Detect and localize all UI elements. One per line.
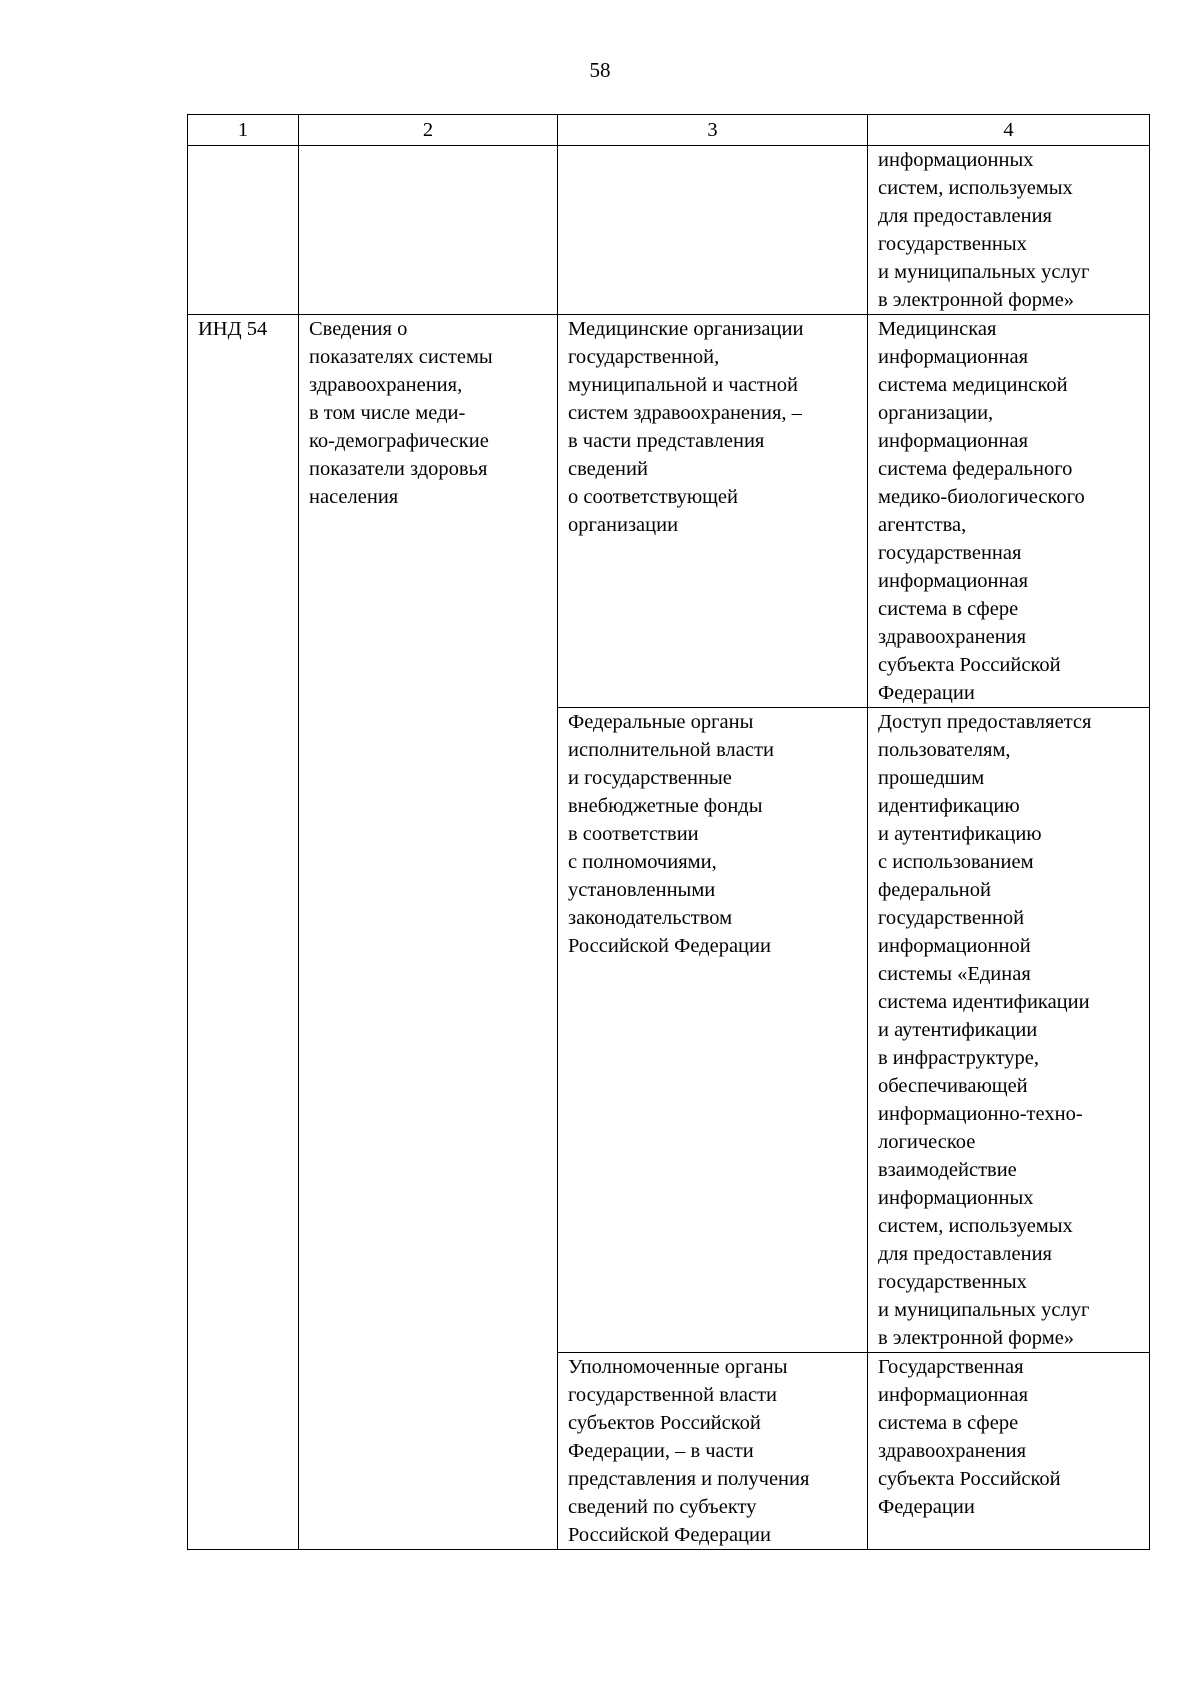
empty-cell: [558, 146, 868, 315]
recipients-cell: Уполномоченные органы государственной власти субъектов Российской Федерации, – в части представления и получения сведений по субъекту Российской Федерации: [558, 1353, 868, 1550]
header-cell-3: 3: [558, 115, 868, 146]
indicator-code: ИНД 54: [188, 315, 299, 1550]
page-number: 58: [589, 58, 611, 82]
table-row: [188, 315, 1150, 708]
source-cell: Доступ предоставляется пользователям, прошедшим идентификацию и аутентификацию с использованием федеральной государственной информационной системы «Единая система идентификации и аутентификации в инфраструктуре, обеспечивающей информационно-техно- логическое взаимодействие информационных систем, используемых для предоставления государственных и муниципальных услуг в электронной форме»: [868, 708, 1150, 1353]
indicator-description: Сведения о показателях системы здравоохранения, в том числе меди- ко-демографические показатели здоровья населения: [299, 315, 558, 1550]
source-cell: Медицинская информационная система медицинской организации, информационная система федерального медико-биологического агентства, государственная информационная система в сфере здравоохранения субъекта Российской Федерации: [868, 315, 1150, 708]
continuation-cell: информационных систем, используемых для предоставления государственных и муниципальных услуг в электронной форме»: [868, 146, 1150, 315]
data-table: [187, 114, 1150, 1550]
header-cell-4: 4: [868, 115, 1150, 146]
recipients-cell: Медицинские организации государственной, муниципальной и частной систем здравоохранения, – в части представления сведений о соответствующей организации: [558, 315, 868, 708]
table-header-row: [188, 115, 1150, 146]
empty-cell: [299, 146, 558, 315]
header-cell-1: 1: [188, 115, 299, 146]
source-cell: Государственная информационная система в сфере здравоохранения субъекта Российской Федерации: [868, 1353, 1150, 1550]
recipients-cell: Федеральные органы исполнительной власти и государственные внебюджетные фонды в соответствии с полномочиями, установленными законодательством Российской Федерации: [558, 708, 868, 1353]
table-row-continuation: [188, 146, 1150, 315]
header-cell-2: 2: [299, 115, 558, 146]
empty-cell: [188, 146, 299, 315]
